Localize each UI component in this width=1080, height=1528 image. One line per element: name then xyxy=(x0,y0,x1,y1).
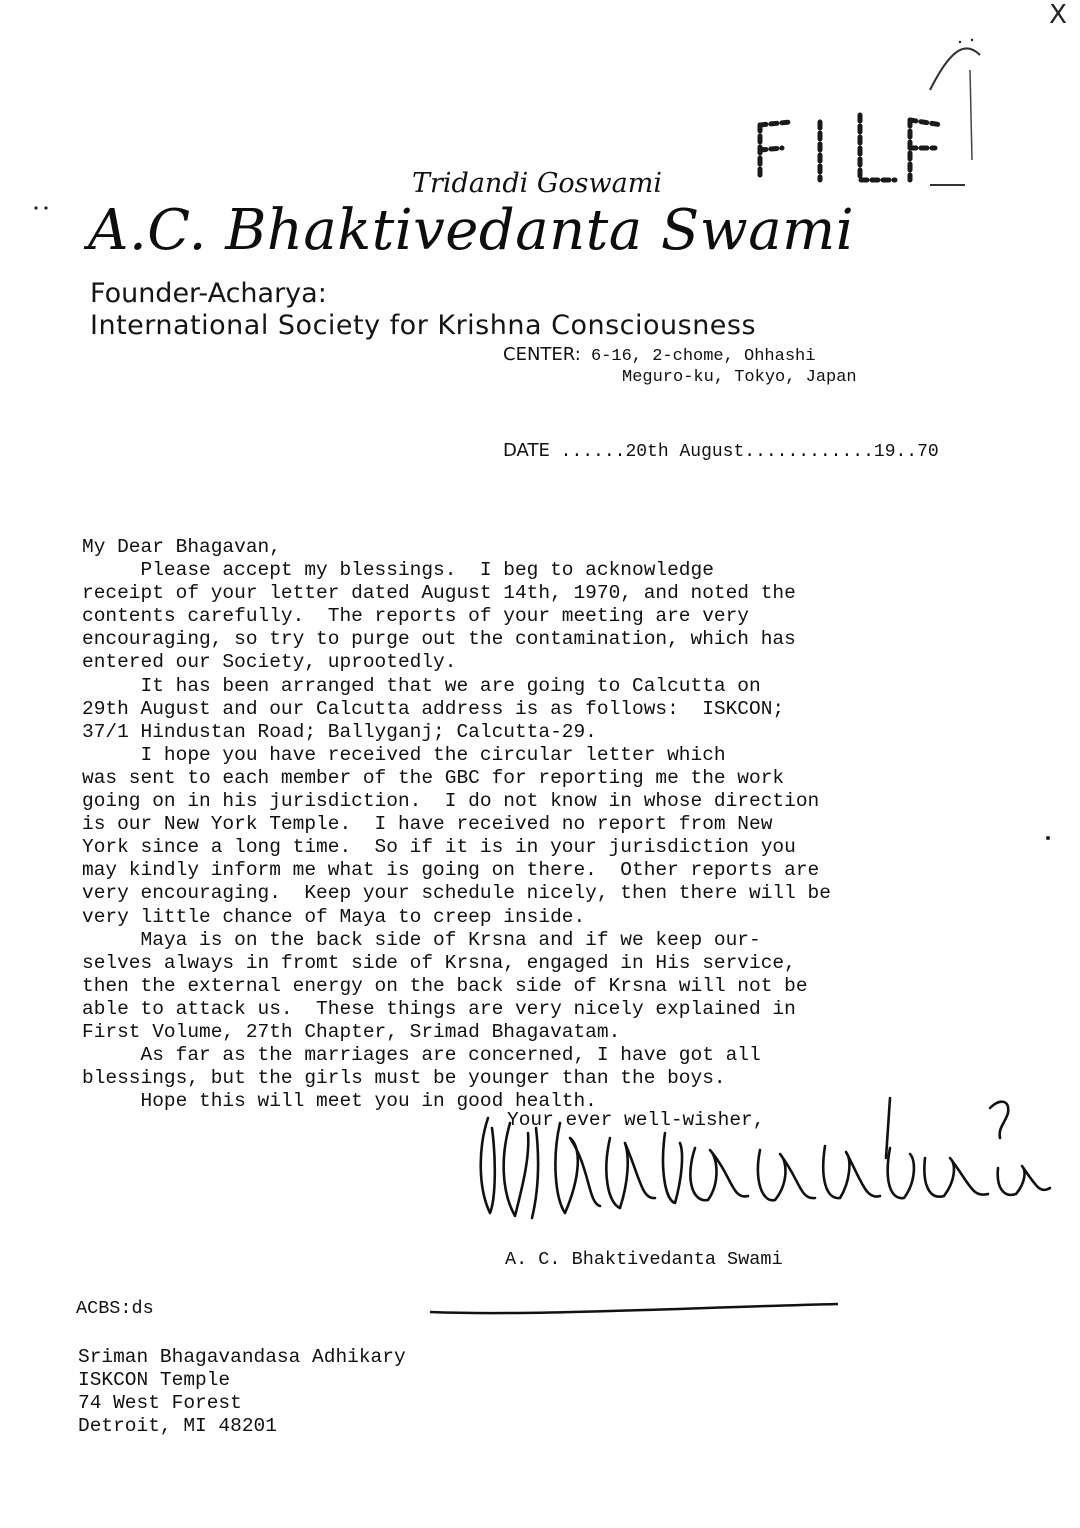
body-line: encouraging, so try to purge out the contamination, which has xyxy=(82,628,796,651)
body-line: may kindly inform me what is going on there. Other reports are xyxy=(82,859,820,882)
body-line: selves always in fromt side of Krsna, engaged in His service, xyxy=(82,951,796,974)
body-line: very little chance of Maya to creep inside. xyxy=(82,905,586,928)
body-line: York since a long time. So if it is in your jurisdiction you xyxy=(82,836,796,859)
address-line: 74 West Forest xyxy=(78,1392,242,1414)
letterhead-society: International Society for Krishna Consciousness xyxy=(90,310,757,341)
center-address-line1 xyxy=(503,344,815,366)
body-line: blessings, but the girls must be younger than the boys. xyxy=(82,1067,726,1090)
date-line xyxy=(503,440,939,462)
address-line: Sriman Bhagavandasa Adhikary xyxy=(78,1346,406,1368)
reference-initials: ACBS:ds xyxy=(76,1298,154,1319)
body-line: is our New York Temple. I have received no report from New xyxy=(82,813,773,836)
center-line1: 6-16, 2-chome, Ohhashi xyxy=(591,347,816,366)
close-button[interactable] xyxy=(1040,0,1076,32)
divider-line xyxy=(428,1300,848,1320)
date-value: ......20th August............19..70 xyxy=(560,442,939,462)
body-line: 37/1 Hindustan Road; Ballyganj; Calcutta-29. xyxy=(82,720,597,743)
date-label: DATE xyxy=(503,440,550,461)
body-line: I hope you have received the circular letter which xyxy=(82,743,726,766)
body-line: then the external energy on the back side of Krsna will not be xyxy=(82,974,808,997)
body-line: going on in his jurisdiction. I do not know in whose direction xyxy=(82,790,820,813)
letterhead-title: Tridandi Goswami xyxy=(412,168,662,199)
closing: Your ever well-wisher, xyxy=(507,1109,765,1131)
body-line: Please accept my blessings. I beg to acknowledge xyxy=(82,559,714,582)
body-line: entered our Society, uprootedly. xyxy=(82,651,457,674)
body-line: Maya is on the back side of Krsna and if we keep our- xyxy=(82,928,761,951)
letterhead-role: Founder-Acharya: xyxy=(90,278,327,309)
body-line: contents carefully. The reports of your meeting are very xyxy=(82,605,750,628)
close-icon: X xyxy=(1049,0,1067,30)
body-line: It has been arranged that we are going to Calcutta on xyxy=(82,674,761,697)
body-line: As far as the marriages are concerned, I have got all xyxy=(82,1044,761,1067)
address-line: Detroit, MI 48201 xyxy=(78,1415,277,1437)
handwritten-signature xyxy=(470,1088,1060,1228)
body-line: was sent to each member of the GBC for reporting me the work xyxy=(82,766,785,789)
address-line: ISKCON Temple xyxy=(78,1369,231,1391)
center-line2: Meguro-ku, Tokyo, Japan xyxy=(622,368,857,387)
file-stamp xyxy=(720,30,1000,200)
signer-name: A. C. Bhaktivedanta Swami xyxy=(505,1249,783,1270)
recipient-address xyxy=(78,1346,406,1438)
center-label: CENTER: xyxy=(503,344,581,365)
body-line: Hope this will meet you in good health. xyxy=(82,1090,597,1113)
letterhead-name: A.C. Bhaktivedanta Swami xyxy=(88,198,855,263)
body-line: receipt of your letter dated August 14th, 1970, and noted the xyxy=(82,582,796,605)
letter-body xyxy=(82,536,1002,1113)
body-line: able to attack us. These things are very nicely explained in xyxy=(82,997,796,1020)
body-line: very encouraging. Keep your schedule nicely, then there will be xyxy=(82,882,831,905)
body-line: First Volume, 27th Chapter, Srimad Bhagavatam. xyxy=(82,1020,621,1043)
salutation: My Dear Bhagavan, xyxy=(82,536,281,558)
body-line: 29th August and our Calcutta address is as follows: ISKCON; xyxy=(82,697,785,720)
